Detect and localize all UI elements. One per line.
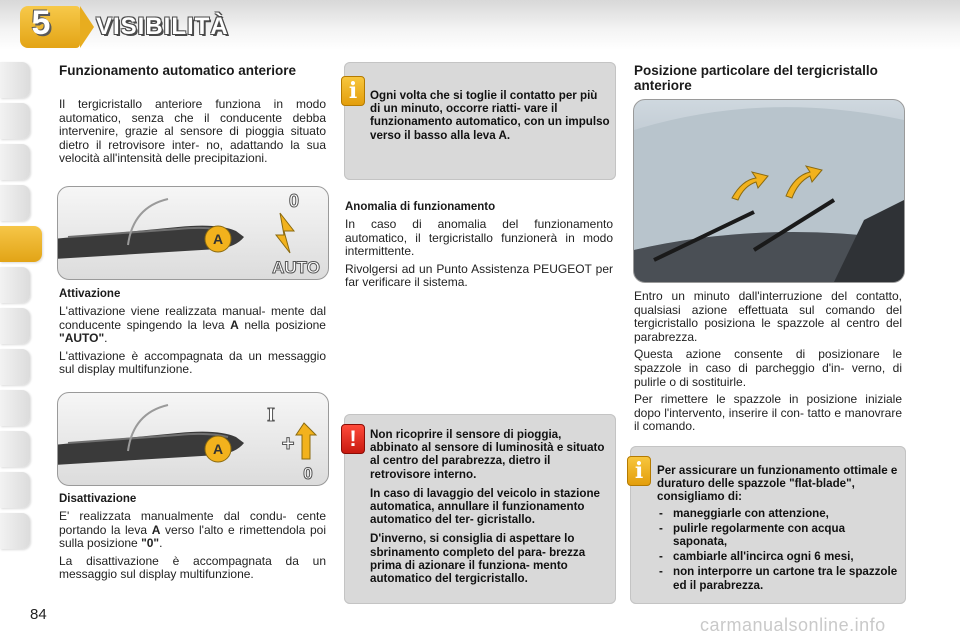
activation-text: L'attivazione viene realizzata manual- mente dal conducente spingendo la leva A nella posizione "AUTO". L'attivazione è accompagnata da un messaggio sul display multifunzione.: [59, 304, 326, 377]
side-tab: [0, 144, 30, 180]
intro-text: Il tergicristallo anteriore funziona in modo automatico, senza che il conducente debba intervenire, grazie al sensore di pioggia situato dietro il retrovisore inter- no, adattando la sua velocità all'intensità delle precipitazioni.: [59, 97, 326, 166]
side-tab: [0, 62, 30, 98]
page-number: 84: [30, 606, 47, 623]
tips-note-text: Per assicurare un funzionamento ottimale e duraturo delle spazzole "flat-blade", consigliamo di: - maneggiarle con attenzione, - pulirle regolarmente con acqua saponata, - cambiarle all'incirca ogni 6 mesi, - non interporre un cartone tra le spazzole ed il parabrezza.: [657, 464, 899, 594]
windscreen-illustration: [634, 100, 904, 282]
section-title-auto: Funzionamento automatico anteriore: [59, 63, 297, 78]
position-zero-label: 0: [303, 464, 313, 483]
side-tab: [0, 185, 30, 221]
deactivation-title: Disattivazione: [59, 493, 137, 505]
list-item: - maneggiarle con attenzione,: [657, 507, 899, 520]
warning-note-text: Non ricoprire il sensore di pioggia, abbinato al sensore di luminosità e situato al centro del parabrezza, dietro il retrovisore interno. In caso di lavaggio del veicolo in stazione automatica, annullare il funzionamento automatico del ter- gicristallo. D'inverno, si consiglia di aspettare lo sbrinamento completo del para- brezza prima di azionare il funziona- mento automatico del tergicristallo.: [370, 428, 605, 586]
lever-a-label: A: [212, 441, 224, 457]
lever-a-label: A: [212, 231, 224, 247]
watermark: carmanualsonline.info: [700, 615, 886, 635]
info-icon: i: [627, 456, 651, 486]
chapter-side-tabs: [0, 62, 44, 554]
anomaly-title: Anomalia di funzionamento: [345, 201, 496, 213]
page-title: VISIBILITÀ: [96, 13, 229, 40]
special-position-text: Entro un minuto dall'interruzione del contatto, qualsiasi azione effettuata sul comando del tergicristallo posiziona le spazzole al centro del parabrezza. Questa azione consente di posizionare le spazzole in caso di parcheggio d'in- verno, di pulirle o di sostituirle. Per rimettere le spazzole in posizione iniziale dopo l'intervento, inserire il con- tatto e manovrare il comando.: [634, 289, 902, 434]
wiper-stalk-illustration: [58, 187, 328, 279]
windscreen-photo: [633, 99, 905, 283]
side-tab: [0, 431, 30, 467]
stalk-figure-auto: [57, 186, 329, 280]
position-zero-label: 0: [288, 191, 300, 211]
stalk-figure-off: [57, 392, 329, 486]
deactivation-text: E' realizzata manualmente dal condu- cente portando la leva A verso l'alto e rimettendola poi sulla posizione "0". La disattivazione è accompagnata da un messaggio sul display multifunzione.: [59, 509, 326, 582]
tips-list: [657, 507, 899, 592]
side-tab: [0, 308, 30, 344]
side-tab: [0, 267, 30, 303]
side-tab: [0, 472, 30, 508]
list-item: - non interporre un cartone tra le spazzole ed il parabrezza.: [657, 565, 899, 591]
wiper-stalk-illustration: [58, 393, 328, 485]
list-item: - pulirle regolarmente con acqua saponata,: [657, 522, 899, 548]
position-one-label: I: [267, 404, 275, 426]
position-auto-label: AUTO: [272, 258, 320, 277]
section-title-special: Posizione particolare del tergicristallo anteriore: [634, 63, 878, 93]
activation-title: Attivazione: [59, 288, 121, 300]
side-tab: [0, 103, 30, 139]
warning-icon: !: [341, 424, 365, 454]
side-tab: [0, 390, 30, 426]
side-tab: [0, 349, 30, 385]
anomaly-text: In caso di anomalia del funzionamento automatico, il tergicristallo funzionerà in modo intermittente. Rivolgersi ad un Punto Assistenza PEUGEOT per far verificare il sistema.: [345, 217, 613, 290]
chapter-number: 5: [31, 4, 51, 42]
side-tab: [0, 513, 30, 549]
info-icon: i: [341, 76, 365, 106]
info-note-text: Ogni volta che si toglie il contatto per più di un minuto, occorre riatti- vare il funzionamento automatico, con un impulso verso il basso alla leva A.: [370, 89, 610, 142]
list-item: - cambiarle all'incirca ogni 6 mesi,: [657, 550, 899, 563]
plus-label: +: [281, 431, 295, 456]
side-tab-active: [0, 226, 42, 262]
